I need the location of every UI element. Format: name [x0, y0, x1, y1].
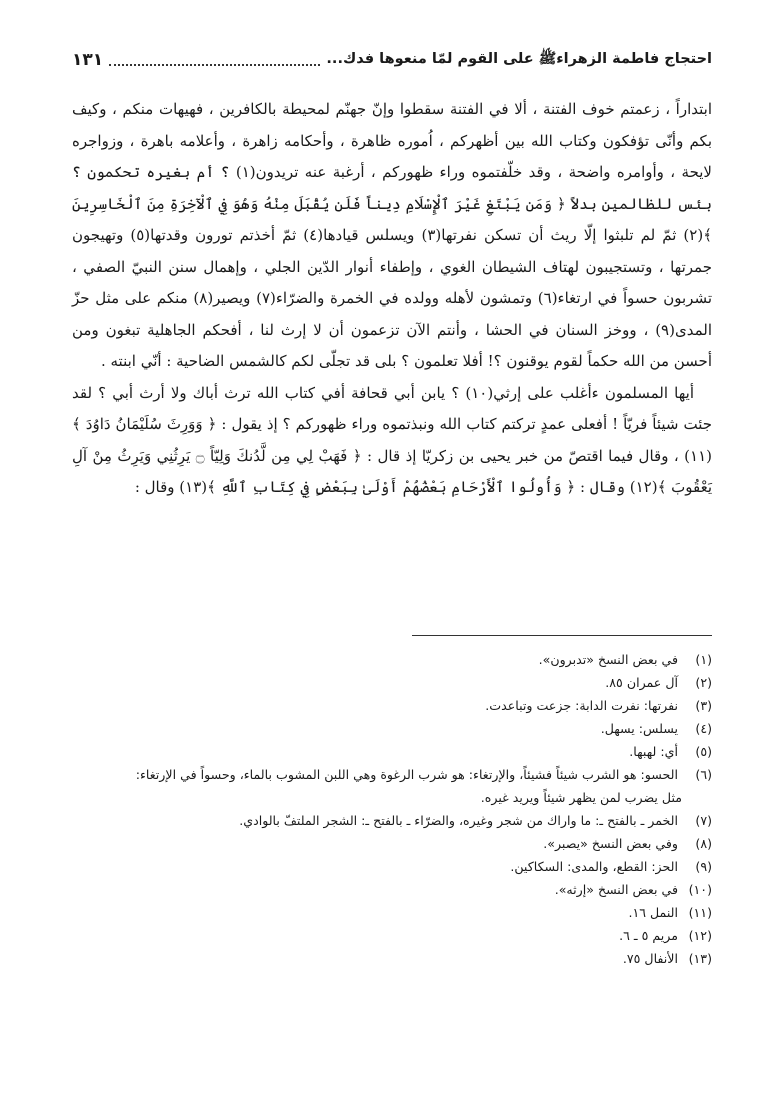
footnote — [72, 740, 712, 763]
footnote-number: (١٠) — [688, 882, 712, 897]
footnote-text: النمل ١٦. — [628, 905, 678, 920]
footnote — [72, 832, 712, 855]
footnote-text: آل عمران ٨٥. — [605, 675, 678, 690]
footnote-number: (٥) — [695, 744, 712, 759]
footnote-number: (١٣) — [688, 951, 712, 966]
footnote — [72, 763, 712, 786]
book-page — [72, 40, 712, 1080]
footnote — [72, 809, 712, 832]
footnote — [72, 717, 712, 740]
footnote-number: (٧) — [695, 813, 712, 828]
footnote-number: (٢) — [695, 675, 712, 690]
footnote-number: (٦) — [695, 767, 712, 782]
paragraph: أيها المسلمون ءأغلب على إرثي(١٠) ؟ يابن أبي قحافة أفي كتاب الله ترث أباك ولا أرث أبي ؟ لقد جئت شيئاً فريّاً ! أفعلى عمدٍ تركتم كتاب الله ونبذتموه وراء ظهوركم ؟ إذ يقول : ﴿ وَوَرِثَ سُلَيْمَانُ دَاوُدَ ﴾(١١) ، وقال فيما اقتصّ من خبر يحيى بن زكريّا إذ قال : ﴿ فَهَبْ لِي مِن لَّدُنكَ وَلِيّاً ۝ يَرِثُنِي وَيَرِثُ مِنْ آلِ يَعْقُوبَ ﴾(١٢) وقال : ﴿ وَأُولُوا ٱلْأَرْحَامِ بَعْضُهُمْ أَوْلَىٰ بِبَعْضٍ فِي كِتَابِ ٱللَّهِ ﴾(١٣) وقال : — [72, 383, 713, 496]
footnote-separator — [412, 635, 712, 636]
footnote-text: الأنفال ٧٥. — [622, 951, 678, 966]
footnote-text: وفي بعض النسخ «يصبر». — [543, 836, 678, 851]
footnote-number: (١١) — [688, 905, 712, 920]
page-number: ١٣١ — [72, 50, 104, 70]
footnote-text: مريم ٥ ـ ٦. — [619, 928, 678, 943]
footnote-number: (٤) — [695, 721, 712, 736]
footnote — [72, 924, 712, 947]
main-text — [72, 94, 712, 504]
footnote — [72, 671, 712, 694]
footnote-text: يسلس: يسهل. — [600, 721, 678, 736]
footnote — [72, 648, 712, 671]
footnote-number: (٨) — [695, 836, 712, 851]
footnote-text: في بعض النسخ «إرثه». — [554, 882, 678, 897]
header-dot-leader — [109, 64, 320, 66]
footnote-text: أي: لهبها. — [629, 744, 678, 759]
paragraph: ابتداراً ، زعمتم خوف الفتنة ، ألا في الفتنة سقطوا وإنّ جهنّم لمحيطة بالكافرين ، فهيهات منكم ، وكيف بكم وأنّى تؤفكون وكتاب الله بين أظهركم ، اُموره ظاهرة ، وأحكامه زاهرة ، وأعلامه باهرة ، وزواجره لايحة ، وأوامره واضحة ، وقد خلّفتموه وراء ظهوركم ، أرغبة عنه تريدون(١) ؟ أم بغيره تحكمون ؟ بئس للظالمين بدلاً ﴿ وَمَن يَبْتَغِ غَيْرَ ٱلْإِسْلَامِ دِيناً فَلَن يُقْبَلَ مِنْهُ وَهُوَ فِي ٱلْآخِرَةِ مِنَ ٱلْخَاسِرِينَ ﴾(٢) ثمّ لم تلبثوا إلّا ريث أن تسكن نفرتها(٣) ويسلس قيادها(٤) ثمّ أخذتم تورون وقدتها(٥) وتهيجون جمرتها ، وتستجيبون لهتاف الشيطان الغوي ، وإطفاء أنوار الدّين الجلي ، وإهمال سنن النبيّ الصفي ، تشربون حسواً في ارتغاء(٦) وتمشون لأهله وولده في الخمرة والضرّاء(٧) ويصير(٨) منكم على مثل حزّ المدى(٩) ، ووخز السنان في الحشا ، وأنتم الآن تزعمون أن لا إرث لنا ، أفحكم الجاهلية تبغون ومن أحسن من الله حكماً لقوم يوقنون ؟! أفلا تعلمون ؟ بلى قد تجلّى لكم كالشمس الضاحية : أنّي ابنته . — [72, 100, 713, 370]
footnote-number: (١) — [695, 652, 712, 667]
footnote — [72, 855, 712, 878]
footnote-text: الحسو: هو الشرب شيئاً فشيئاً، والإرتغاء: هو شرب الرغوة وهي اللبن المشوب بالماء، وحسواً في الإرتغاء: — [135, 767, 678, 782]
footnote-text: في بعض النسخ «تدبرون». — [538, 652, 678, 667]
footnote — [72, 694, 712, 717]
footnote — [72, 878, 712, 901]
footnote-number: (٣) — [695, 698, 712, 713]
footnote-text: الخمر ـ بالفتح ـ: ما واراك من شجر وغيره، والضرّاء ـ بالفتح ـ: الشجر الملتفّ بالوادي. — [239, 813, 678, 828]
footnote — [72, 901, 712, 924]
footnote-number: (٩) — [695, 859, 712, 874]
header-title: احتجاج فاطمة الزهراءﷺ على القوم لمّا منعوها فدك... — [326, 50, 712, 67]
footnote-continuation: مثل يضرب لمن يظهر شيئاً ويريد غيره. — [480, 790, 682, 805]
footnote-number: (١٢) — [688, 928, 712, 943]
footnote-text: الحز: القطع، والمدى: السكاكين. — [510, 859, 678, 874]
footnote-text: نفرتها: نفرت الدابة: جزعت وتباعدت. — [485, 698, 678, 713]
footnote — [72, 947, 712, 970]
footnotes — [72, 648, 712, 970]
running-header — [72, 46, 712, 74]
